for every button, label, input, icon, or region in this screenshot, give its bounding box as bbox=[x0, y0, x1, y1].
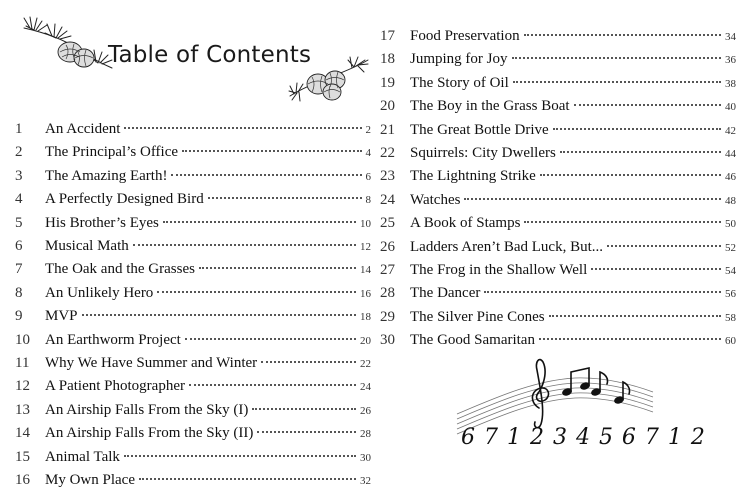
chapter-number: 4 bbox=[15, 191, 23, 208]
chapter-title: The Principal’s Office bbox=[45, 144, 179, 161]
chapter-number: 29 bbox=[380, 308, 395, 325]
chapter-title: The Good Samaritan bbox=[410, 332, 535, 349]
toc-entry bbox=[15, 470, 371, 490]
chapter-number: 11 bbox=[15, 355, 30, 371]
toc-entry bbox=[15, 236, 371, 256]
toc-entry bbox=[380, 237, 736, 257]
chapter-number: 3 bbox=[15, 167, 23, 184]
chapter-title: Squirrels: City Dwellers bbox=[410, 145, 556, 161]
dot-leader bbox=[124, 127, 361, 129]
toc-entry bbox=[380, 73, 736, 93]
dot-leader bbox=[464, 198, 721, 200]
toc-entry bbox=[15, 283, 371, 303]
chapter-title: An Airship Falls From the Sky (I) bbox=[45, 401, 249, 418]
pine-cone-branch-icon bbox=[288, 52, 370, 104]
page-number: 14 bbox=[360, 264, 371, 277]
chapter-title: The Story of Oil bbox=[410, 74, 509, 91]
page-number: 4 bbox=[365, 147, 371, 160]
chapter-number: 12 bbox=[15, 378, 30, 395]
dot-leader bbox=[252, 408, 356, 410]
page-number: 6 bbox=[365, 170, 371, 183]
chapter-title: The Oak and the Grasses bbox=[45, 261, 195, 278]
dot-leader bbox=[185, 338, 356, 340]
toc-entry bbox=[15, 259, 371, 279]
page-number: 36 bbox=[725, 54, 736, 67]
chapter-number: 13 bbox=[15, 401, 30, 418]
page-number: 20 bbox=[360, 334, 371, 347]
dot-leader bbox=[171, 174, 361, 176]
chapter-title: A Book of Stamps bbox=[410, 215, 521, 232]
page-number: 48 bbox=[725, 194, 736, 207]
page-number: 58 bbox=[725, 311, 736, 324]
chapter-number: 7 bbox=[15, 261, 23, 278]
chapter-number: 16 bbox=[15, 472, 30, 488]
page-number: 12 bbox=[360, 241, 371, 253]
toc-entry bbox=[380, 260, 736, 280]
toc-entry bbox=[380, 96, 736, 116]
dot-leader bbox=[157, 291, 356, 293]
dot-leader bbox=[512, 57, 722, 59]
toc-entry bbox=[15, 306, 371, 326]
toc-entry bbox=[15, 142, 371, 162]
dot-leader bbox=[124, 455, 356, 457]
chapter-number: 2 bbox=[15, 144, 23, 161]
dot-leader bbox=[182, 150, 361, 152]
toc-entry bbox=[15, 166, 371, 186]
chapter-title: The Dancer bbox=[410, 285, 481, 302]
toc-entry bbox=[380, 26, 736, 46]
dot-leader bbox=[540, 174, 721, 176]
dot-leader bbox=[208, 197, 362, 199]
chapter-title: The Frog in the Shallow Well bbox=[410, 262, 588, 278]
dot-leader bbox=[524, 221, 721, 223]
chapter-title: Musical Math bbox=[45, 238, 129, 254]
chapter-number: 10 bbox=[15, 331, 30, 348]
dot-leader bbox=[484, 291, 721, 293]
chapter-number: 25 bbox=[380, 215, 395, 232]
page-number: 40 bbox=[725, 101, 736, 114]
toc-entry bbox=[380, 330, 736, 350]
chapter-title: My Own Place bbox=[45, 472, 135, 488]
chapter-number: 8 bbox=[15, 284, 23, 301]
toc-entry bbox=[15, 376, 371, 396]
chapter-number: 15 bbox=[15, 448, 30, 465]
dot-leader bbox=[591, 268, 721, 270]
toc-entry bbox=[15, 119, 371, 139]
dot-leader bbox=[139, 478, 356, 480]
dot-leader bbox=[607, 245, 721, 247]
dot-leader bbox=[261, 361, 356, 363]
toc-entry bbox=[380, 166, 736, 186]
chapter-number: 26 bbox=[380, 238, 395, 255]
chapter-number: 9 bbox=[15, 308, 23, 325]
chapter-title: An Unlikely Hero bbox=[45, 284, 154, 301]
chapter-number: 6 bbox=[15, 238, 23, 254]
chapter-title: A Patient Photographer bbox=[45, 378, 185, 395]
chapter-number: 30 bbox=[380, 332, 395, 349]
dot-leader bbox=[189, 384, 356, 386]
toc-entry bbox=[15, 400, 371, 420]
chapter-number: 24 bbox=[380, 191, 395, 208]
toc-entry bbox=[15, 423, 371, 443]
toc-entry bbox=[380, 283, 736, 303]
page-number: 18 bbox=[360, 311, 371, 324]
page-number: 22 bbox=[360, 358, 371, 370]
page-number: 42 bbox=[725, 124, 736, 137]
dot-leader bbox=[163, 221, 356, 223]
chapter-title: An Accident bbox=[45, 121, 121, 137]
page-number: 32 bbox=[360, 475, 371, 487]
svg-text:6 7 1 2 3 4 5 6 7 1 2: 6 7 1 2 3 4 5 6 7 1 2 bbox=[461, 425, 706, 450]
dot-leader bbox=[513, 81, 721, 83]
music-notes-icon bbox=[455, 352, 706, 450]
toc-entry bbox=[380, 307, 736, 327]
dot-leader bbox=[82, 314, 356, 316]
chapter-title: Jumping for Joy bbox=[410, 51, 508, 68]
page-number: 38 bbox=[725, 77, 736, 90]
chapter-title: The Lightning Strike bbox=[410, 168, 536, 185]
page-number: 52 bbox=[725, 241, 736, 254]
chapter-number: 28 bbox=[380, 285, 395, 302]
page-title: Table of Contents bbox=[108, 42, 312, 68]
chapter-title: The Boy in the Grass Boat bbox=[410, 98, 570, 115]
page-number: 50 bbox=[725, 218, 736, 231]
chapter-number: 1 bbox=[15, 121, 23, 137]
chapter-number: 17 bbox=[380, 28, 395, 44]
dot-leader bbox=[549, 315, 721, 317]
toc-entry bbox=[380, 190, 736, 210]
chapter-title: His Brother’s Eyes bbox=[45, 214, 159, 231]
chapter-title: Why We Have Summer and Winter bbox=[45, 355, 258, 371]
dot-leader bbox=[539, 338, 721, 340]
chapter-number: 20 bbox=[380, 98, 395, 115]
toc-entry bbox=[380, 213, 736, 233]
page-number: 24 bbox=[360, 381, 371, 394]
dot-leader bbox=[257, 431, 356, 433]
page-number: 56 bbox=[725, 288, 736, 301]
toc-entry bbox=[15, 447, 371, 467]
toc-entry bbox=[380, 143, 736, 163]
page-number: 26 bbox=[360, 404, 371, 417]
page-number: 34 bbox=[725, 31, 736, 43]
dot-leader bbox=[560, 151, 721, 153]
page-number: 2 bbox=[365, 124, 371, 136]
page-number: 16 bbox=[360, 287, 371, 300]
toc-entry bbox=[15, 213, 371, 233]
chapter-number: 27 bbox=[380, 262, 395, 278]
chapter-title: The Amazing Earth! bbox=[45, 167, 168, 184]
chapter-title: An Earthworm Project bbox=[45, 331, 181, 348]
chapter-title: MVP bbox=[45, 308, 78, 325]
toc-entry bbox=[15, 353, 371, 373]
page-number: 46 bbox=[725, 171, 736, 184]
pine-cone-branch-icon bbox=[22, 10, 114, 72]
chapter-title: Watches bbox=[410, 191, 461, 208]
chapter-number: 23 bbox=[380, 168, 395, 185]
page-number: 28 bbox=[360, 428, 371, 441]
chapter-title: Ladders Aren’t Bad Luck, But... bbox=[410, 238, 604, 255]
chapter-number: 5 bbox=[15, 214, 23, 231]
page-number: 8 bbox=[365, 194, 371, 207]
page-number: 44 bbox=[725, 148, 736, 160]
toc-entry bbox=[380, 49, 736, 69]
chapter-title: A Perfectly Designed Bird bbox=[45, 191, 204, 208]
dot-leader bbox=[133, 244, 356, 246]
chapter-number: 19 bbox=[380, 74, 395, 91]
page-number: 10 bbox=[360, 217, 371, 230]
dot-leader bbox=[553, 128, 721, 130]
toc-entry bbox=[15, 189, 371, 209]
dot-leader bbox=[574, 104, 721, 106]
chapter-title: The Silver Pine Cones bbox=[410, 308, 545, 325]
chapter-title: The Great Bottle Drive bbox=[410, 121, 549, 138]
chapter-title: Food Preservation bbox=[410, 28, 520, 44]
chapter-number: 21 bbox=[380, 121, 395, 138]
chapter-title: An Airship Falls From the Sky (II) bbox=[45, 425, 254, 442]
page-number: 54 bbox=[725, 265, 736, 277]
page-number: 30 bbox=[360, 451, 371, 464]
dot-leader bbox=[199, 267, 356, 269]
chapter-number: 18 bbox=[380, 51, 395, 68]
chapter-number: 14 bbox=[15, 425, 30, 442]
chapter-title: Animal Talk bbox=[45, 448, 120, 465]
dot-leader bbox=[524, 34, 721, 36]
toc-entry bbox=[380, 120, 736, 140]
toc-entry bbox=[15, 330, 371, 350]
chapter-number: 22 bbox=[380, 145, 395, 161]
page-number: 60 bbox=[725, 335, 736, 348]
